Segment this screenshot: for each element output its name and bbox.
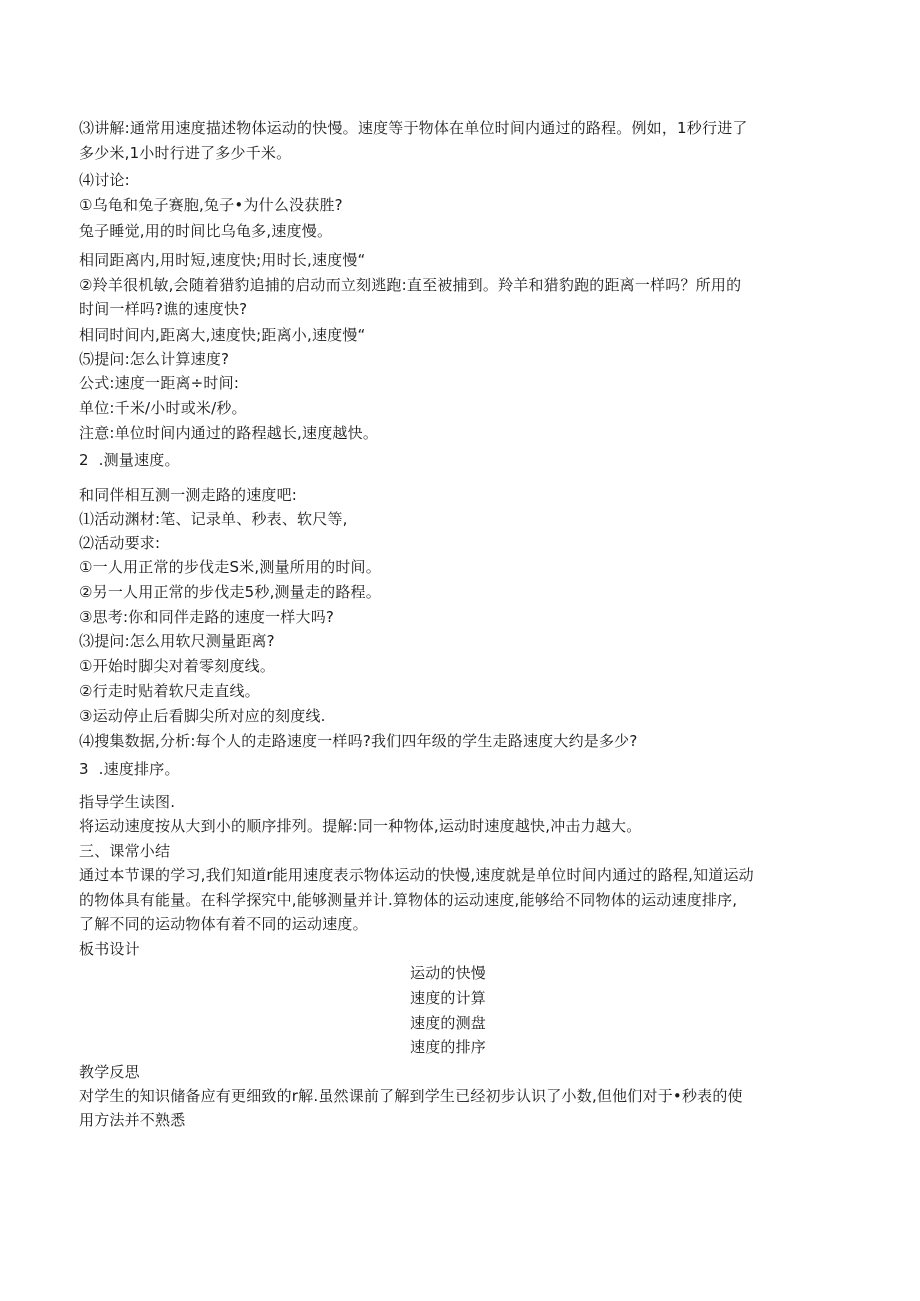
text-line: 时间一样吗?谯的速度快? [79,300,248,318]
text-line: ⑸提问:怎么计算速度? [79,350,230,368]
text-line: 相同时间内,距离大,速度快;距离小,速度慢“ [79,326,366,344]
text-line: 了解不同的运动物体有着不同的运动速度。 [79,915,368,933]
board-item: 速度的测盘 [410,1014,487,1032]
section-heading: 教学反思 [79,1063,140,1081]
text-line: ①开始时脚尖对着零刻度线。 [79,657,276,675]
text-line: 单位:千米/小时或米/秒。 [79,399,247,417]
text-line: 兔子睡觉,用的时间比乌龟多,速度慢。 [79,222,333,240]
text-line: ①乌龟和兔子赛胞,兔子•为什么没获胜? [79,196,343,214]
section-heading: 2 .测量速度。 [79,451,180,469]
text-line: ⑶讲解:通常用速度描述物体运动的快慢。速度等于物体在单位时间内通过的路程。例如，1秒行进了 [79,119,748,137]
text-line: ③思考:你和同伴走路的速度一样大吗? [79,608,335,626]
text-line: ⑷讨论: [79,171,130,189]
text-line: ②行走时贴着软尺走直线。 [79,682,260,700]
text-line: ①一人用正常的步伐走S米,测量所用的时间。 [79,558,381,576]
text-line: 注意:单位时间内通过的路程越长,速度越快。 [79,424,379,442]
text-line: 多少米,1小时行进了多少千米。 [79,144,292,162]
text-line: 指导学生读图. [79,793,176,811]
board-item: 速度的排序 [410,1038,487,1056]
text-line: ⑵活动要求: [79,534,161,552]
text-line: ⑷搜集数据,分析:每个人的走路速度一样吗?我们四年级的学生走路速度大约是多少? [79,732,638,750]
section-heading: 3 .速度排序。 [79,760,180,778]
text-line: 公式:速度一距离÷时间: [79,374,240,392]
text-line: 将运动速度按从大到小的顺序排列。提解:同一种物体,运动时速度越快,冲击力越大。 [79,817,642,835]
text-line: 和同伴相互测一测走路的速度吧: [79,486,298,504]
text-line: 通过本节课的学习,我们知道r能用速度表示物体运动的快慢,速度就是单位时间内通过的路程,知道运动 [79,866,754,884]
text-line: 的物体具有能量。在科学探究中,能够测量并计.算物体的运动速度,能够给不同物体的运动速度排序, [79,891,738,909]
text-line: 对学生的知识储备应有更细致的r解.虽然课前了解到学生已经初步认识了小数,但他们对于•秒表的使 [79,1087,743,1105]
section-heading: 三、课常小结 [79,842,171,860]
text-line: ③运动停止后看脚尖所对应的刻度线. [79,707,326,725]
text-line: ⑶提问:怎么用软尺测量距离? [79,632,275,650]
text-line: ⑴活动渊材:笔、记录单、秒表、软尺等, [79,510,348,528]
board-item: 速度的计算 [410,989,487,1007]
text-line: 用方法并不熟悉 [79,1111,186,1129]
text-line: ②羚羊很机敏,会随着猎豹追捕的启动而立刻逃跑:直至被捕到。羚羊和猎豹跑的距离一样吗？所用的 [79,276,742,294]
text-line: ②另一人用正常的步伐走5秒,测量走的路程。 [79,583,381,601]
board-item: 运动的快慢 [410,964,487,982]
section-heading: 板书设计 [79,940,140,958]
text-line: 相同距离内,用时短,速度快;用时长,速度慢“ [79,251,366,269]
